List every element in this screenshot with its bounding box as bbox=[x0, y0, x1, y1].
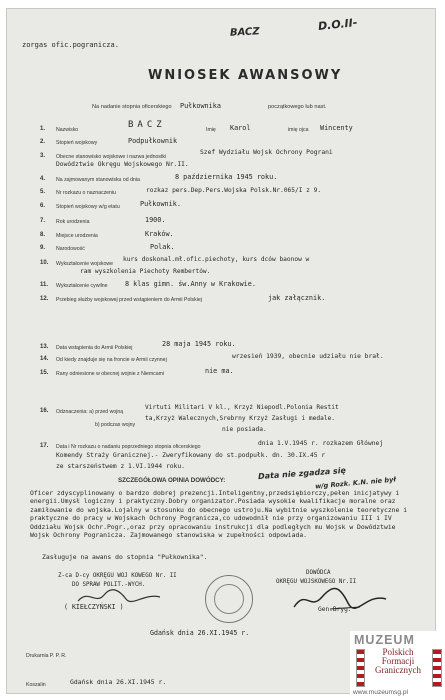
row-number: 10. bbox=[40, 260, 49, 266]
row-number: 6. bbox=[40, 203, 46, 209]
row-value-nationality: Polak. bbox=[150, 243, 175, 251]
row-number: 5. bbox=[40, 189, 46, 195]
eagle-emblem-icon bbox=[214, 584, 244, 614]
row-value-front-since: wrzesień 1939, obecnie udziału nie brał. bbox=[232, 353, 384, 360]
row-value-decorations-cont: ta,Krzyż Walecznych,Srebrny Krzyż Zasługi i medale. bbox=[145, 415, 335, 422]
row-value-military-education-cont: ram wyszkolenia Piechoty Rembertów. bbox=[80, 268, 211, 275]
row-label-previous-rank: Data i Nr rozkazu o nadaniu poprzedniego stopnia oficerskiego bbox=[56, 444, 201, 450]
intro-label: Na nadanie stopnia oficerskiego bbox=[92, 104, 172, 110]
row-label-nationality: Narodowość bbox=[56, 246, 85, 252]
intro-rank-value: Pułkownika bbox=[180, 102, 221, 110]
museum-line-3: Formacji bbox=[381, 656, 415, 667]
intro-suffix: początkowego lub nast. bbox=[268, 104, 327, 110]
border-post-icon bbox=[356, 649, 365, 687]
row-value-previous-rank-cont: Komendy Straży Granicznej.- Zweryfikowany do st.podpułk. dn. 30.IX.45 r bbox=[56, 452, 326, 459]
row-label-position: Obecne stanowisko wojskowe i nazwa jednostki bbox=[56, 154, 167, 160]
row-label-rank: Stopień wojskowy bbox=[56, 140, 98, 146]
row-value-join-date: 28 maja 1945 roku. bbox=[162, 340, 236, 348]
row-value-since: 8 października 1945 roku. bbox=[175, 173, 278, 181]
footer-date: Gdańsk dnia 26.XI.1945 r. bbox=[70, 678, 167, 686]
row-label-military-education: Wykształcenie wojskowe bbox=[56, 261, 114, 267]
museum-title: MUZEUM bbox=[354, 633, 415, 647]
row-label-father-name: imię ojca bbox=[288, 127, 309, 133]
row-label-birth-year: Rok urodzenia bbox=[56, 219, 90, 225]
right-signatory-rank: Gen.Bryg. bbox=[318, 606, 352, 613]
row-value-decorations-wartime: nie posiada. bbox=[222, 426, 267, 433]
row-label-decorations: Odznaczenia: a) przed wojną bbox=[56, 409, 124, 415]
museum-watermark bbox=[350, 631, 445, 700]
row-label-birthplace: Miejsce urodzenia bbox=[56, 233, 98, 239]
row-value-decorations: Virtuti Militari V kl., Krzyż Niepodl.Polonia Restit bbox=[145, 404, 339, 411]
row-number: 3. bbox=[40, 153, 46, 159]
row-value-rank-by-post: Pułkownik. bbox=[140, 200, 181, 208]
row-number: 9. bbox=[40, 245, 46, 251]
border-post-icon-right bbox=[432, 649, 442, 687]
handwritten-note: Data nie zgadza się bbox=[257, 465, 347, 482]
row-value-position-cont: Dowództwie Okręgu Wojskowego Nr.II. bbox=[56, 161, 189, 168]
row-value-position: Szef Wydziału Wojsk Ochrony Pograni bbox=[200, 149, 333, 156]
row-value-civil-education: 8 klas gimn. św.Anny w Krakowie. bbox=[125, 280, 256, 288]
official-seal-stamp bbox=[205, 575, 253, 623]
row-number: 1. bbox=[40, 126, 46, 132]
museum-url: www.muzeumsg.pl bbox=[353, 689, 408, 696]
row-label-since: Na zajmowanym stanowisku od dnia bbox=[56, 177, 140, 183]
row-number: 13. bbox=[40, 344, 49, 350]
row-label-service-history: Przebieg służby wojskowej przed wstąpieniem do Armii Polskiej bbox=[56, 297, 202, 303]
row-value-first-name: Karol bbox=[230, 124, 251, 132]
row-label-decorations-wartime: b) podczas wojny bbox=[95, 422, 136, 428]
row-value-previous-rank-seniority: ze starszeństwem z 1.VI.1944 roku. bbox=[56, 463, 185, 470]
row-label-rank-by-post: Stopień wojskowy w/g etatu bbox=[56, 204, 120, 210]
row-label-order: Nr rozkazu o naznaczeniu bbox=[56, 190, 116, 196]
document-title: WNIOSEK AWANSOWY bbox=[148, 68, 343, 83]
row-value-surname: BACZ bbox=[128, 120, 166, 130]
museum-line-4: Granicznych bbox=[375, 665, 421, 676]
place-date: Gdańsk dnia 26.XI.1945 r. bbox=[150, 629, 250, 637]
right-signatory-subtitle: OKRĘGU WOJSKOWEGO Nr.II bbox=[276, 579, 357, 585]
row-label-first-name: Imię bbox=[206, 127, 216, 133]
row-value-birth-year: 1900. bbox=[145, 216, 166, 224]
row-value-service-history: jak załącznik. bbox=[268, 294, 326, 302]
row-value-order: rozkaz pers.Dep.Pers.Wojska Polsk.Nr.065/I z 9. bbox=[146, 187, 322, 194]
row-number: 2. bbox=[40, 139, 46, 145]
opinion-heading: SZCZEGÓŁOWA OPINIA DOWÓDCY: bbox=[118, 477, 226, 484]
top-annotation: BACZ bbox=[229, 26, 260, 39]
row-label-surname: Nazwisko bbox=[56, 127, 79, 133]
row-number: 15. bbox=[40, 370, 49, 376]
row-value-previous-rank: dnia 1.V.1945 r. rozkazem Głównej bbox=[258, 440, 384, 447]
right-signatory-title: DOWÓDCA bbox=[306, 570, 331, 576]
row-label-join-date: Data wstąpienia do Armii Polskiej bbox=[56, 345, 133, 351]
row-value-birthplace: Kraków. bbox=[145, 230, 174, 238]
row-label-wounds: Rany odniesione w obecnej wojnie z Niemcami bbox=[56, 371, 165, 377]
museum-subtitle bbox=[368, 648, 428, 676]
row-number: 12. bbox=[40, 296, 49, 302]
left-signatory-title: Z-ca D-cy OKRĘGU WOJ KOWEGO Nr. II bbox=[58, 573, 177, 579]
left-signatory-subtitle: DO SPRAW POLIT.-WYCH. bbox=[72, 582, 146, 588]
row-label-civil-education: Wykształcenie cywilne bbox=[56, 283, 108, 289]
row-number: 11. bbox=[40, 282, 49, 288]
handwritten-note-line2: w/g Rozk. K.N. nie był bbox=[314, 475, 397, 491]
row-number: 8. bbox=[40, 232, 46, 238]
row-label-front-since: Od kiedy znajduje się na froncie w Armii czynnej bbox=[56, 357, 167, 363]
left-signatory-name: ( KIEŁCZYŃSKI ) bbox=[64, 603, 124, 611]
printer-label: Drukarnia P. P. R. bbox=[26, 653, 67, 659]
row-number: 16. bbox=[40, 408, 49, 414]
footer-label: Koszalin bbox=[26, 682, 46, 688]
row-value-father-name: Wincenty bbox=[320, 124, 353, 132]
row-value-military-education: kurs doskonal.mł.ofic.piechoty, kurs dców baonow w bbox=[123, 256, 310, 263]
row-number: 4. bbox=[40, 176, 46, 182]
reference-mark: D.O.II- bbox=[317, 15, 358, 34]
row-value-wounds: nie ma. bbox=[205, 367, 234, 375]
museum-line-2: Polskich bbox=[382, 647, 414, 657]
opinion-text: Oficer zdyscyplinowany o bardzo dobrej prezencji.Inteligentny,przedsiębiorczy,pełen inicjatywy i energii.Umysł logiczny i praktyczny.Dobry organizator.Posiada wysokie kwalifikacje moralne oraz zamiłowanie do wojska.Lojalny w stosunku do obecnego ustroju.Na wybitnie wyszkolenie teoretyczne i praktyczne do pracy w Wojskach Ochrony Pogranicza,co udowodnił nie przy organizowaniu III i IV Oddziału Wojsk Ochr.Pogr.,oraz przy opracowaniu instrukcji dla podległych mu Wojsk w Dowództwie Wojsk Ochrony Pogranicza. Zajmowanego stanowiska w zupełności odpowiada. bbox=[30, 489, 408, 540]
office-line: zorgas ofic.pogranicza. bbox=[22, 41, 119, 49]
row-number: 14. bbox=[40, 356, 49, 362]
row-value-rank: Podpułkownik bbox=[128, 137, 178, 145]
opinion-conclusion: Zasługuje na awans do stopnia "Pułkownika". bbox=[42, 553, 208, 561]
row-number: 17. bbox=[40, 443, 49, 449]
row-number: 7. bbox=[40, 218, 46, 224]
